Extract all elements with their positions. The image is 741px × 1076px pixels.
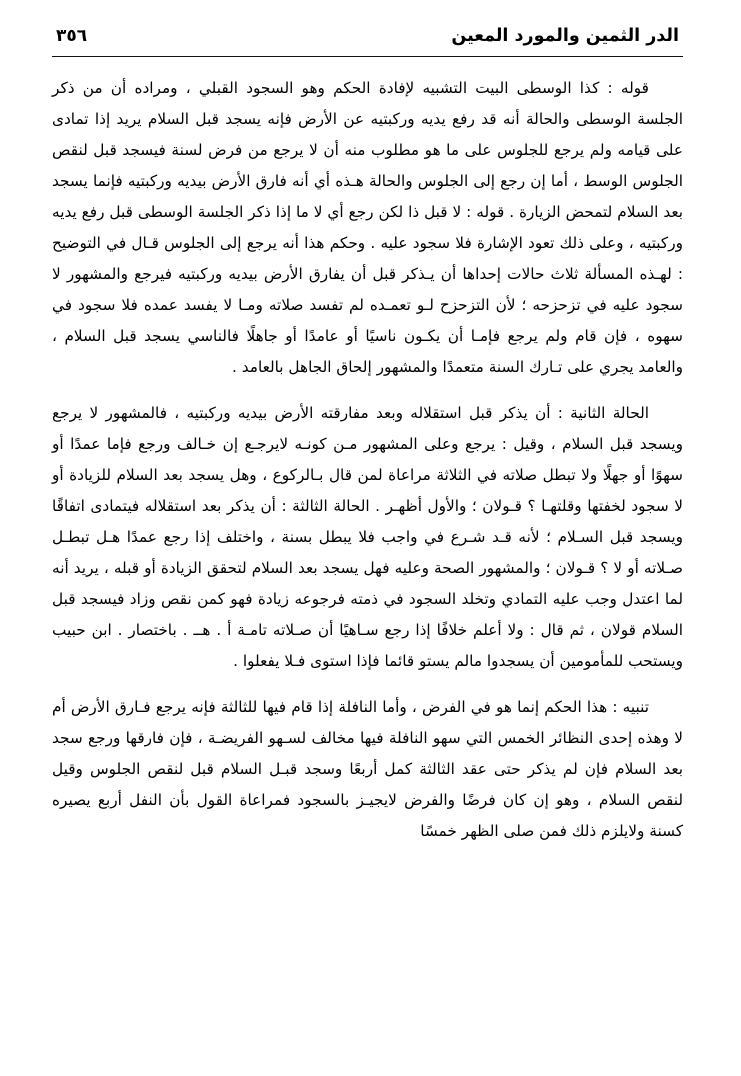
- paragraph-1: قوله : كذا الوسطى البيت التشبيه لإفادة الحكم وهو السجود القبلي ، ومراده أن من ذكر الجلسة الوسطى والحالة أنه قد رفع يديه وركبتيه عن الأرض فإنه يسجد قبل السلام يريد إذا تمادى على قيامه ولم يرجع للجلوس على ما هو مطلوب منه أن لا يرجع من فرض لسنة فيسجد قبل لنقص الجلوس الوسط ، أما إن رجع إلى الجلوس والحالة هـذه أي أنه فارق الأرض بيديه وركبتيه فإنما يسجد بعد السلام لتمحض الزيارة . قوله : لا قبل ذا لكن رجع أي لا ما إذا ذكر الجلسة الوسطى قبل رفع يديه وركبتيه ، وعلى ذلك تعود الإشارة فلا سجود عليه . وحكم هذا أنه يرجع إلى الجلوس قـال في التوضيح : لهـذه المسألة ثلاث حالات إحداها أن يـذكر قبل أن يفارق الأرض بيديه وركبتيه فيرجع والمشهور لا سجود عليه في تزحزحه ؛ لأن التزحزح لـو تعمـده لم تفسد صلاته ومـا لا يفسد عمده فلا سجود في سهوه ، فإن قام ولم يرجع فإمـا أن يكـون ناسيًا أو عامدًا أو جاهلًا فالناسي يسجد قبل السلام ، والعامد يجري على تـارك السنة متعمدًا والمشهور إلحاق الجاهل بالعامد .: [52, 79, 683, 376]
- page-header: [52, 26, 683, 52]
- paragraph-2: الحالة الثانية : أن يذكر قبل استقلاله وبعد مفارقته الأرض بيديه وركبتيه ، فالمشهور لا يرجع ويسجد قبل السلام ، وقيل : يرجع وعلى المشهور مـن كونـه لايرجـع إن خـالف ورجع فإما عمدًا أو سهوًا أو جهلًا ولا تبطل صلاته في الثلاثة مراعاة لمن قال بـالركوع ، وهل يسجد بعد السلام للزيادة أو لا سجود لخفتها وقلتهـا ؟ قـولان ؛ والأول أظهـر . الحالة الثالثة : أن يذكر بعد استقلاله فيتمادى اتفاقًا ويسجد قبل السـلام ؛ لأنه قـد شـرع في واجب فلا يبطل بسنة ، واختلف إذا رجع عمدًا هـل تبطـل صـلاته أو لا ؟ قـولان ؛ والمشهور الصحة وعليه فهل يسجد بعد السلام لتحقق الزيادة أو قبله ، يريد أنه لما اعتدل وجب عليه التمادي وتخلد السجود في ذمته فرجوعه زيادة فهو كمن نقص وزاد فيسجد قبل السلام قولان ، ثم قال : ولا أعلم خلافًا إذا رجع سـاهيًا أن صـلاته تامـة أ . هــ . باختصار . ابن حبيب ويستحب للمأمومين أن يسجدوا مالم يستو قائما فإذا استوى فـلا يفعلوا .: [52, 404, 683, 670]
- header-divider: [52, 56, 683, 57]
- book-title: الدر الثمين والمورد المعين: [451, 26, 679, 46]
- paragraph-3: تنبيه : هذا الحكم إنما هو في الفرض ، وأما النافلة إذا قام فيها للثالثة فإنه يرجع فـارق الأرض أم لا وهذه إحدى النظائر الخمس التي سهو النافلة فيها مخالف لسـهو الفريضـة ، فإن فارقها ورجع سجد بعد السلام فإن لم يذكر حتى عقد الثالثة كمل أربعًا وسجد قبـل السلام قبل لنقص الجلوس وقيل لنقص السلام ، وهو إن كان فرضًا والفرض لايجيـز بالسجود فمراعاة القول بأن النفل أربع يصيره كسنة ولايلزم ذلك فمن صلى الظهر خمسًا: [52, 698, 683, 840]
- page-body: [52, 73, 683, 847]
- page-number: ٣٥٦: [56, 26, 88, 46]
